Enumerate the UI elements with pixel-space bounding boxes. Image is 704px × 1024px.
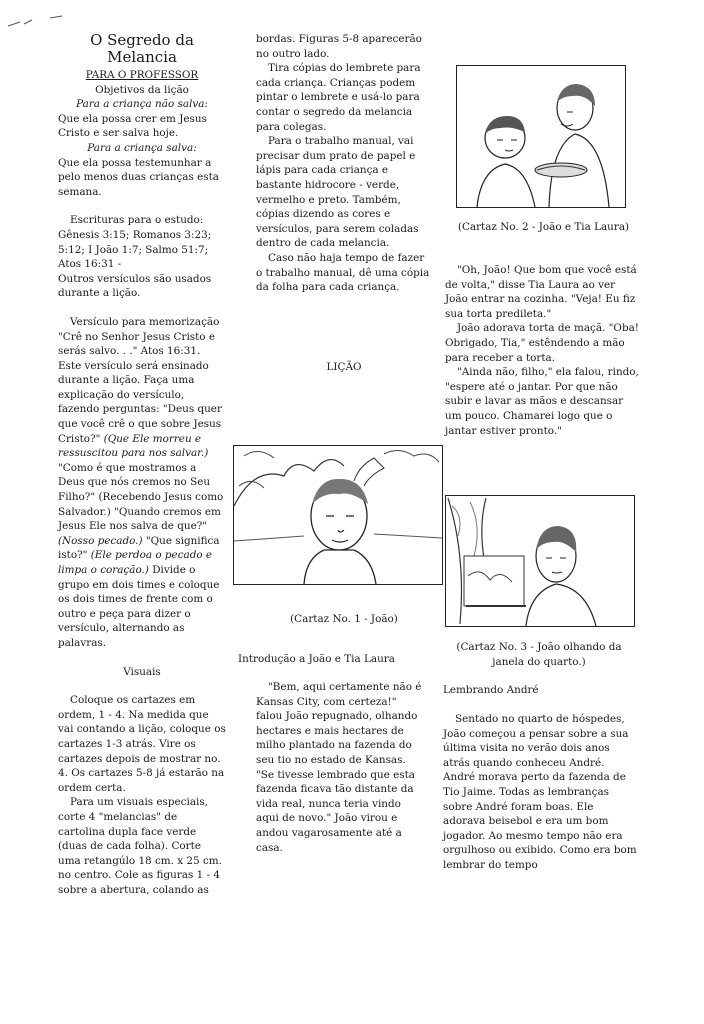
intro-heading: Introdução a João e Tia Laura (238, 653, 395, 665)
memory-verse-heading: Versículo para memorização (70, 315, 220, 328)
figure-3-joao-janela-illustration (445, 495, 635, 627)
col2-paragraph-1: bordas. Figuras 5-8 aparecerão no outro lado. (256, 33, 422, 60)
intro-paragraph-block (256, 680, 426, 855)
lesson-heading: LIÇÃO (326, 361, 362, 373)
column-2 (256, 32, 432, 295)
remember-paragraph: Sentado no quarto de hóspedes, João começou a pensar sobre a sua última visita no verão dois anos atrás quando conheceu André. André morava perto da fazenda de Tio Jaime. Todas as lembranças sobre André foram boas. Ele adorava beisebol e era um bom jogador. Ao mesmo tempo não era orgulhoso ou exibido. Como era bom lembrar do tempo (443, 713, 637, 871)
col2-paragraph-4: Caso não haja tempo de fazer o trabalho manual, dê uma cópia da folha para cada criança. (256, 251, 430, 294)
unsaved-label: Para a criança não salva: (76, 98, 208, 111)
column-1 (58, 32, 226, 897)
intro-paragraph: "Bem, aqui certamente não é Kansas City, com certeza!" falou João repugnado, olhando hectares e mais hectares de milho plantado na fazenda do seu tio no estado de Kansas. "Se tivesse lembrado que esta fazenda ficava tão distante da vida real, nunca teria vindo aqui de novo." João virou e andou vagarosamente até a casa. (256, 681, 422, 854)
figure-1-joao-illustration (233, 445, 443, 585)
memory-verse-body: "Crê no Senhor Jesus Cristo e serás salvo. . ." Atos 16:31. Este versículo será ensinado durante a lição. Faça uma explicação do versículo, fazendo perguntas: "Deus quer que você crê o que sobre Jesus Cristo?" (Que Ele morreu e ressuscitou para nos salvar.) "Como é que mostramos a Deus que nós cremos no Seu Filho?" (Recebendo Jesus como Salvador.) "Quando cremos em Jesus Ele nos salva de que?" (Nosso pecado.) "Que significa isto?" (Ele perdoa o pecado e limpa o coração.) Divide o grupo em dois times e coloque os dois times de frente com o outro e peça para dizer o versículo, alternando as palavras. (58, 330, 224, 649)
other-verses-text: Outros versículos são usados durante a lição. (58, 272, 212, 300)
objectives-heading: Objetivos da lição (95, 83, 189, 96)
figure-1-caption: (Cartaz No. 1 - João) (290, 613, 398, 625)
figure-2-joao-tia-laura-illustration (456, 65, 626, 208)
scriptures-heading: Escrituras para o estudo: (70, 214, 204, 227)
figure-3-caption: (Cartaz No. 3 - João olhando da janela do quarto.) (456, 641, 622, 668)
visuals-paragraph-2: Para um visuais especiais, corte 4 "melancias" de cartolina dupla face verde (duas de cada folha). Corte uma retangúlo 18 cm. x 25 cm. no centro. Cole as figuras 1 - 4 sobre a abertura, colando as (58, 796, 222, 896)
saved-text: Que ela possa testemunhar a pelo menos duas crianças esta semana. (58, 156, 219, 198)
scriptures-text: Gênesis 3:15; Romanos 3:23; 5:12; I João 1:7; Salmo 51:7; Atos 16:31 - (58, 228, 212, 271)
col2-paragraph-2: Tira cópias do lembrete para cada criança. Crianças podem pintar o lembrete e usá-lo para contar o segredo da melancia para colegas. (256, 62, 421, 133)
lesson-title: O Segredo da Melancia (90, 31, 194, 66)
scan-artifact-mark (6, 14, 66, 34)
visuals-paragraph-1: Coloque os cartazes em ordem, 1 - 4. Na medida que vai contando a lição, coloque os cartazes 1-3 atrás. Vire os cartazes depois de mostrar no. 4. Os cartazes 5-8 já estarão na ordem certa. (58, 694, 226, 794)
col3-paragraph-2: João adorava torta de maçã. "Oba! Obrigado, Tia," estêndendo a mão para receber a torta. (445, 322, 639, 364)
saved-label: Para a criança salva: (87, 141, 197, 154)
col2-paragraph-3: Para o trabalho manual, vai precisar dum prato de papel e lápis para cada criança e bastante hidrocore - verde, vermelho e preto. Também, cópias dizendo as cores e versículos, para serem coladas dentro de cada melancia. (256, 135, 419, 250)
figure-2-caption: (Cartaz No. 2 - João e Tia Laura) (457, 221, 630, 233)
visuals-heading: Visuais (123, 665, 161, 678)
col3-remember-block (443, 712, 639, 873)
professor-heading: PARA O PROFESSOR (85, 69, 199, 81)
col3-paragraph-3: "Ainda não, filho," ela falou, rindo, "espere até o jantar. Por que não subir e lavar as mãos e descansar um pouco. Chamarei logo que o jantar estiver pronto." (445, 366, 639, 437)
col3-paragraph-1: "Oh, João! Que bom que você está de volta," disse Tia Laura ao ver João entrar na cozinha. "Veja! Eu fiz sua torta predileta." (445, 264, 637, 320)
col3-story-block (445, 263, 641, 438)
remember-heading: Lembrando André (443, 684, 539, 696)
unsaved-text: Que ela possa crer em Jesus Cristo e ser salva hoje. (58, 112, 207, 140)
